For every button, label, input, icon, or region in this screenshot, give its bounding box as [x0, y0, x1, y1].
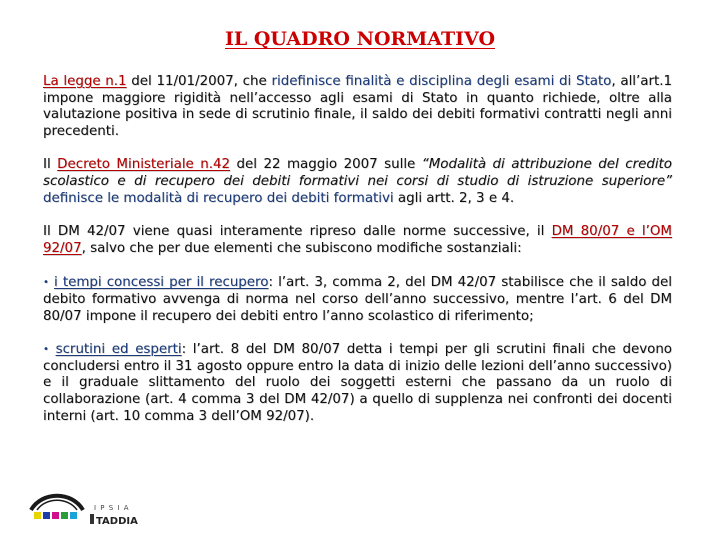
link-legge-n1[interactable]: La legge n.1: [43, 74, 127, 89]
logo-bottom-text: TADDIA: [96, 516, 138, 527]
link-scrutini-esperti[interactable]: scrutini ed esperti: [55, 342, 182, 358]
logo-square-magenta: [52, 512, 59, 519]
text: Il DM 42/07 viene quasi interamente ripreso dalle norme successive, il: [43, 224, 552, 240]
highlight-text: definisce le modalità di recupero dei debiti formativi: [43, 190, 394, 206]
text: : l’art. 8 del DM 80/07 detta i tempi per gli scrutini finali che devono concludersi entro il 31 agosto oppure entro la data di inizio delle lezioni dell’anno successivo) e il graduale slittamento del ruolo dei soggetti esterni che passano da un ruolo di collaborazione (art. 4 comma 3 del DM 42/07) a quello di supplenza nei confronti dei docenti interni (art. 10 comma 3 dell’OM 92/07).: [43, 342, 672, 424]
paragraph-scrutini: [43, 342, 672, 425]
paragraph-dm80: [43, 224, 672, 257]
bullet-icon: •: [43, 277, 49, 289]
decree-title: “Modalità di attribuzione del credito scolastico e di recupero dei debiti formativi nei corsi di studio di istruzione superiore”: [43, 157, 672, 189]
logo-square-yellow: [34, 512, 41, 519]
document-body: [43, 74, 672, 442]
link-dm80-om92[interactable]: DM 80/07 e l’OM 92/07: [43, 224, 672, 256]
logo-square-green: [61, 512, 68, 519]
text: del 22 maggio 2007 sulle: [230, 157, 422, 173]
text: : l’art. 3, comma 2, del DM 42/07 stabilisce che il saldo del debito formativo avvenga di norma nel corso dell’anno successivo, mentre l’art. 6 del DM 80/07 impone il recupero dei debiti entro l’anno scolastico di riferimento;: [43, 275, 672, 324]
text: , all’art.1 impone maggiore rigidità nell’accesso agli esami di Stato in quanto richiede, oltre alla valutazione positiva in sede di scrutinio finale, il saldo dei debiti formativi contratti negli anni precedenti.: [43, 74, 673, 139]
paragraph-dm42: [43, 157, 672, 207]
bullet-icon: •: [43, 344, 49, 356]
logo-square-cyan: [70, 512, 77, 519]
paragraph-tempi-recupero: [43, 275, 672, 325]
logo-square-blue: [43, 512, 50, 519]
page-title: IL QUADRO NORMATIVO: [225, 28, 495, 50]
highlight-text: ridefinisce finalità e disciplina degli esami di Stato: [271, 74, 612, 89]
text: , salvo che per due elementi che subiscono modifiche sostanziali:: [81, 240, 522, 256]
logo-top-text: I P S I A: [94, 504, 130, 512]
text: Il: [43, 157, 58, 173]
text: del 11/01/2007, che: [126, 74, 272, 89]
text: agli artt. 2, 3 e 4.: [393, 190, 515, 206]
paragraph-legge: [43, 74, 672, 140]
link-tempi-recupero[interactable]: i tempi concessi per il recupero: [54, 275, 269, 291]
school-logo: [28, 488, 146, 528]
link-decreto-ministeriale[interactable]: Decreto Ministeriale n.42: [57, 157, 231, 173]
